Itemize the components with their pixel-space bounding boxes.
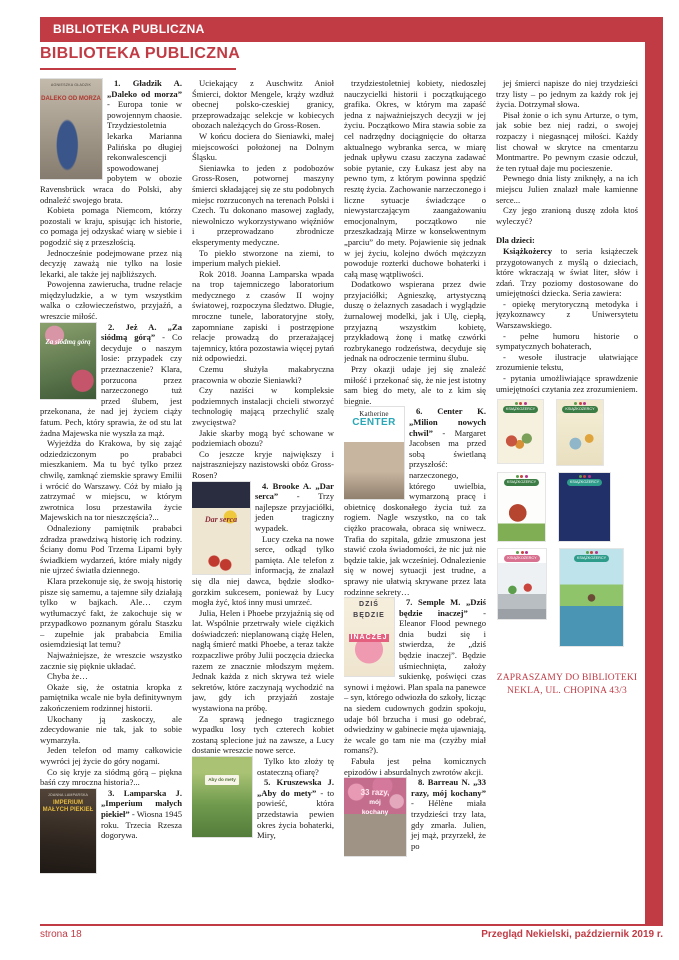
paragraph: To piekło stworzone na ziemi, to imperium małych piekieł. xyxy=(192,247,334,269)
dot-icon xyxy=(515,402,518,405)
book-cover-million xyxy=(344,407,404,499)
book-entry-lead: 3. Lamparska J. „Imperium małych piekieł” xyxy=(101,787,182,819)
book-cover-author: JOANNA LAMPARSKA xyxy=(47,792,89,797)
book-entry-lead: 7. Semple M. „Dziś będzie inaczej” xyxy=(399,597,486,618)
dot-icon xyxy=(588,475,591,478)
paragraph: Dodatkowo wspierana przez dwie przyjaciółki; Agnieszkę, artystyczną duszę o żelaznych zasadach i wyglądzie żurnalowej modelki, jak i Ulę, ciepłą, przyjazną wszystkim kobietę, przykładową żonę i matkę czwórki rozbrykanego rodzeństwa, decyduje się jednak na odroczenie terminu ślubu. xyxy=(344,279,486,364)
paragraph: Najważniejsze, że wreszcie wszystko zacznie się pięknie układać. xyxy=(40,650,182,671)
paragraph: Wyjeżdża do Krakowa, by się zająć odziedziczonym po prababci mieszkaniem. Ma tu być tylko przez chwilę, zamknąć ziemskie sprawy Emilii i wrócić do Warszawy. Cóż by miało ją zatrzymać w miejscu, w którym zwrotnica losu przestawiła życie Majewskich na tor nieszczęścia?... xyxy=(40,438,182,523)
book-entry-lead: 6. Center K. „Milion nowych chwil” xyxy=(409,406,486,438)
dot-icon xyxy=(586,551,589,554)
book-cover-title-line: BĘDZIE xyxy=(353,612,385,620)
page-title: BIBLIOTEKA PUBLICZNA xyxy=(40,45,241,62)
paragraph: Fabuła jest pełna komicznych epizodów i absurdalnych zwrotów akcji. xyxy=(344,756,486,777)
cover-illustration xyxy=(559,487,610,541)
book-cover-title: DALEKO OD MORZA xyxy=(41,96,101,102)
paragraph: Uciekający z Auschwitz Anioł Śmierci, doktor Mengele, krąży wzdłuż obecnej polsko-czeskiej granicy, przeprowadzając selekcje w kobiecych obozach należących do Gross-Rosen. xyxy=(192,78,334,131)
paragraph: Co jeszcze kryje największy i najstraszniejszy nazistowski obóz Gross-Rosen? xyxy=(192,448,334,480)
book-cover-title: IMPERIUM MAŁYCH PIEKIEŁ xyxy=(42,799,94,813)
paragraph: Jednocześnie podejmowane przez nią decyzję zaważą nie tylko na losie lekarki, ale także jej najbliższych. xyxy=(40,247,182,279)
paragraph: Pewnego dnia listy zniknęły, a na ich miejscu Julien znalazł małe kamienne serce... xyxy=(496,173,638,205)
book-cover-title: CENTER xyxy=(352,417,396,429)
book-cover-author: AGNIESZKA GŁADZIK xyxy=(50,83,92,87)
kids-book-cover-kc6 xyxy=(560,549,623,646)
kids-book-cover-kc3 xyxy=(498,473,545,541)
dot-icon xyxy=(590,551,593,554)
book-entry-lead: Książkożercy xyxy=(503,245,561,256)
book-entry-paragraph: Książkożercy to seria książeczek przygotowanych z myślą o dzieciach, które wkraczają w świat liter, słów i zdań. Trzy poziomy dostosowane do umiejętności dziecka. Seria zawiera: xyxy=(496,245,638,299)
book-cover-title: Dar serca xyxy=(204,514,238,524)
dot-icon xyxy=(525,551,528,554)
library-invitation xyxy=(496,672,638,697)
book-cover-title-line: INACZEJ xyxy=(350,634,388,642)
kids-book-series-grid xyxy=(498,400,628,646)
caterpillar-dots-icon xyxy=(516,551,528,554)
book-cover-title-line: mój xyxy=(369,799,381,807)
dot-icon xyxy=(525,475,528,478)
kids-book-cover-kc2 xyxy=(557,400,603,465)
invitation-line-1: ZAPRASZAMY DO BIBLIOTEKI xyxy=(496,673,638,684)
book-entry-lead: 4. Brooke A. „Dar serca” xyxy=(255,480,334,502)
kids-book-cover-kc1 xyxy=(498,400,543,463)
article-body xyxy=(40,78,640,923)
paragraph: W końcu dociera do Sieniawki, małej miejscowości położonej na Dolnym Śląsku. xyxy=(192,130,334,163)
publication-footer: Przegląd Nekielski, październik 2019 r. xyxy=(481,929,663,940)
book-cover-title-line: kochany xyxy=(361,808,389,816)
paragraph: trzydziestoletniej kobiety, niedoszłej nauczycielki historii i początkującego grafika. Okres, w którym ma zapaść jedna z najważniejszych decyzji w jej życiu. Początkowo Mira stawia sobie za cel nadrzędny dociągnięcie do ołtarza aktualnego wybranka serca, w miarę jednak upływu czasu zaczyna zadawać sobie pytanie, czy Łukasz jest aby na pewno tym, z którym powinna spędzić resztę życia. Zachowanie narzeczonego i liczne sytuacje świadczące o niewystarczającym zaangażowaniu emocjonalnym, początkowo nie przeszkadzają Mirze w konsekwentnym „parciu” do mety. Pojawienie się jednak w jej życiu, kolejno dwóch mężczyzn powoduje rozterki duchowe bohaterki i całą masę wątpliwości. xyxy=(344,78,486,279)
book-entry-paragraph: 3. Lamparska J. „Imperium małych piekieł” - Wiosna 1945 roku. Trzecia Rzesza dogorywa. xyxy=(101,787,182,841)
page-number: strona 18 xyxy=(40,929,82,940)
book-cover-imperium xyxy=(40,789,96,873)
paragraph: Czy naziści w kompleksie podziemnych instalacji chcieli stworzyć technologię mającą przechylić szalę zwycięstwa? xyxy=(192,385,334,427)
cover-illustration xyxy=(498,563,546,619)
dot-icon xyxy=(579,402,582,405)
paragraph: Czemu służyła makabryczna pracownia w obozie Sieniawki? xyxy=(192,364,334,385)
book-entry-paragraph: 5. Kruszewska J. „Aby do mety” - to powieść, która przedstawia pewien okres życia bohaterki, Miry, xyxy=(257,777,334,841)
series-ribbon: KSIĄŻKOŻERCY xyxy=(503,406,538,413)
paragraph: Kobieta pomaga Niemcom, którzy pozostali w kraju, spisując ich historie, co pomaga jej odzyskać wiarę w siebie i pogodzić się z przeszłością. xyxy=(40,205,182,247)
cover-illustration xyxy=(498,487,545,541)
dot-icon xyxy=(520,475,523,478)
text-column-1 xyxy=(40,78,182,923)
kids-book-cover-kc4 xyxy=(559,473,610,541)
top-banner xyxy=(40,17,663,42)
paragraph: Odnaleziony pamiętnik prababci zdradza prawdziwą historię ich rodziny. Ściany domu Pod Trzema Lipami były świadkiem wydarzeń, które miały nigdy nie ujrzeć światła dziennego. xyxy=(40,522,182,576)
caterpillar-dots-icon xyxy=(574,402,586,405)
paragraph: Sieniawka to jeden z podobozów Gross-Rosen, potwornej maszyny śmierci składającej się ze stu podobnych miejsc rozrzuconych na terenach Polski i Czech. Tu dokonano masowej zagłady, niewolniczo wykorzystywano więźniów i przeprowadzano zbrodnicze eksperymenty medyczne. xyxy=(192,162,334,247)
text-column-2 xyxy=(192,78,334,923)
cover-illustration xyxy=(557,414,603,465)
text-column-3 xyxy=(344,78,486,923)
book-cover-title-line: DZIŚ xyxy=(359,601,379,609)
caterpillar-dots-icon xyxy=(586,551,598,554)
dot-icon xyxy=(579,475,582,478)
book-entry-lead: 1. Gładzik A. „Daleko od morza” xyxy=(107,78,182,99)
book-entry-paragraph: 1. Gładzik A. „Daleko od morza” - Europa tonie w powojennym chaosie. Trzydziestoletnia lekarka Marianna Palińska po długiej rekonwalescencji spowodowanej pobytem w obozie Ravensbrück wraca do Polski, aby odnaleźć swojego brata. xyxy=(40,78,182,205)
book-entry-lead: 5. Kruszewska J. „Aby do mety” xyxy=(257,777,334,798)
book-entry-paragraph: 6. Center K. „Milion nowych chwil” - Margaret Jacobsen ma przed sobą świetlaną przyszłość: narzeczonego, którego uwielbia, wymarzoną pracę i obietnicę doskonałego życia tuż za rogiem. Nagle wszystko, na co tak ciężko pracowała, obraca się wniwecz. Trafia do szpitala, gdzie zmuszona jest stawić czoła świadomości, że nic już nie będzie takie, jak wcześniej. Odnalezienie się w nowej sytuacji jest trudne, a sprawy nie ułatwią skrywane przez lata rodzinne sekrety… xyxy=(344,406,486,597)
dot-icon xyxy=(583,402,586,405)
paragraph: jej śmierci napisze do niej trzydzieści trzy listy – po jednym za każdy rok jej życia. Dotrzymał słowa. xyxy=(496,78,638,110)
paragraph: - wesołe ilustracje ułatwiające zrozumienie tekstu, xyxy=(496,351,638,373)
book-cover-title-line: 33 razy, xyxy=(360,788,390,798)
caterpillar-dots-icon xyxy=(515,402,527,405)
invitation-line-2: NEKLA, UL. CHOPINA 43/3 xyxy=(507,685,627,696)
paragraph: Tylko kto złoży tę ostateczną ofiarę? xyxy=(257,756,334,777)
series-ribbon: KSIĄŻKOŻERCY xyxy=(562,406,597,413)
paragraph: Klara przekonuje się, że swoją historię pisze się samemu, a tajemne siły działają tylko w bajkach. Ale… czym wytłumaczyć fakt, że zakochuje się w przypadkowo poznanym góralu Staszku – zupełnie jak prababcia Emilia osiemdziesiąt lat temu? xyxy=(40,575,182,650)
book-entry-paragraph: 4. Brooke A. „Dar serca” - Trzy najlepsze przyjaciółki, jeden tragiczny wypadek. xyxy=(255,480,334,533)
top-banner-label: BIBLIOTEKA PUBLICZNA xyxy=(53,22,205,36)
book-cover-daleko xyxy=(40,79,102,179)
paragraph: Chyba że… xyxy=(47,671,88,682)
caterpillar-dots-icon xyxy=(579,475,591,478)
paragraph: Okaże się, że ostatnia kropka z pamiętnika wcale nie była definitywnym zakończeniem rodzinnej historii. xyxy=(40,681,182,714)
paragraph: Rok 2018. Joanna Lamparska wpada na trop tajemniczego laboratorium medycznego z czasów II wojny światowej, rozpoczyna śledztwo. Długie, mroczne tunele, laboratoryjne stoły, zapomniane zapiski i postrzępione relacje prowadzą do przerażającej tajemnicy, która pozostawia więcej pytań niż odpowiedzi. xyxy=(192,268,334,364)
dot-icon xyxy=(521,551,524,554)
paragraph: Pisał żonie o ich synu Arturze, o tym, jak sobie bez niej radzi, o swojej rozpaczy i niegasnącej miłości. Każdy list chował w skrytce na cmentarzu Montmartre. Po pewnym czasie odczuł, że ten rytuał daje mu pocieszenie. xyxy=(496,109,638,173)
book-cover-dzis xyxy=(344,598,394,676)
series-ribbon: KSIĄŻKOŻERCY xyxy=(567,479,602,486)
paragraph: Przy okazji udaje jej się znaleźć miłość i przekonać się, że nie jest istotny sam bieg do mety, ale to z kim się biegnie. xyxy=(344,364,486,406)
right-edge-bar xyxy=(645,17,663,926)
book-cover-dar-serca xyxy=(192,482,250,574)
book-entry-lead: Dla dzieci: xyxy=(496,235,535,246)
book-entry-paragraph: 2. Jeż A. „Za siódmą górą” - Co decyduje o naszym losie: przypadek czy przeznaczenie? Klara, porzucona przez narzeczonego tuż przed ślubem, jest przekonana, że nad jej życiem ciąży fatum. Pech, który sprawia, że od stu lat żadna Majewska nie wyszła za mąż. xyxy=(40,321,182,438)
dot-icon xyxy=(516,475,519,478)
cover-illustration xyxy=(498,414,543,463)
dot-icon xyxy=(595,551,598,554)
dot-icon xyxy=(574,402,577,405)
dot-icon xyxy=(516,551,519,554)
book-entry-paragraph xyxy=(496,235,638,246)
book-cover-za-siodma xyxy=(40,323,96,399)
paragraph: Powojenna zawierucha, trudne relacje międzyludzkie, a w tym wszystkim walka o człowieczeństwo, przyjaźń, a wreszcie miłość. xyxy=(40,279,182,322)
book-entry-paragraph: 7. Semple M. „Dziś będzie inaczej” - Eleanor Flood pewnego dnia budzi się i stwierdza, że „dziś będzie inaczej”. Będzie uśmiechnięta, założy sukienkę, poświęci czas synowi i mężowi. Plan spala na panewce – syn, którego odwiozła do szkoły, licząc na siedem cudownych godzin spokoju, udaje ból brzucha i musi go odebrać, odwiedziny w gabinecie męża ujawniają, że wcale go tam nie ma (czyżby miał romans?). xyxy=(344,597,486,756)
title-underline xyxy=(40,68,236,70)
series-ribbon: KSIĄŻKOŻERCY xyxy=(504,479,539,486)
paragraph: - opiekę merytoryczną metodyka i językoznawcy z Uniwersytetu Warszawskiego. xyxy=(496,298,638,331)
paragraph: Za sprawą jednego tragicznego wypadku losy tych czterech kobiet zostaną splecione już na zawsze, a Lucy dostanie wreszcie nowe serce. xyxy=(192,713,334,756)
paragraph: Lucy czeka na nowe serce, odkąd tylko pamięta. Ale telefon z informacją, że znalazł się dla niej dawca, będzie słodko-gorzkim sukcesem, ponieważ by Lucy mogła żyć, ktoś inny musi umrzeć. xyxy=(192,533,334,608)
paragraph: - pełne humoru historie o sympatycznych bohaterach, xyxy=(496,330,638,352)
kids-book-cover-kc5 xyxy=(498,549,546,619)
book-entry-lead: 8. Barreau N. „33 razy, mój kochany” xyxy=(411,777,486,798)
paragraph: Czy jego zranioną duszę zdoła ktoś wyleczyć? xyxy=(496,205,638,226)
dot-icon xyxy=(583,475,586,478)
text-column-4 xyxy=(496,78,638,923)
book-entry-paragraph: 8. Barreau N. „33 razy, mój kochany” - Hélène miała trzydzieści trzy lata, gdy zmarła. Julien, jej mąż, przyrzekł, że po xyxy=(411,777,486,851)
caterpillar-dots-icon xyxy=(516,475,528,478)
series-ribbon: KSIĄŻKOŻERCY xyxy=(574,555,609,562)
book-cover-author: Katherine xyxy=(359,410,389,419)
book-cover-title: Za siódmą górą xyxy=(45,337,91,346)
book-cover-razy33 xyxy=(344,778,406,856)
book-cover-title: Aby do mety xyxy=(205,775,239,785)
paragraph: Julia, Helen i Phoebe przyjaźnią się od lat. Wspólnie przetrwały wiele ciężkich doświadczeń: nieplanowaną ciążę Helen, nagłą śmierć matki Phoebe, a teraz także rozpaczliwe próby Julii poczęcia dziecka razem ze znacznie młodszym mężem. Jednak każda z nich skrywa też wiele sekretów, które zaczynają wychodzić na jaw, gdy ich przyjaźń zostaje wystawiona na próbę. xyxy=(192,607,334,714)
cover-illustration xyxy=(560,563,623,646)
footer-rule xyxy=(40,924,663,926)
book-entry-lead: 2. Jeż A. „Za siódmą górą” xyxy=(101,321,182,343)
book-cover-aby xyxy=(192,757,252,837)
dot-icon xyxy=(524,402,527,405)
series-ribbon: KSIĄŻKOŻERCY xyxy=(504,555,539,562)
paragraph: Co się kryje za siódmą górą – piękna baśń czy mroczna historia?... xyxy=(40,766,182,788)
paragraph: - pytania umożliwiające sprawdzenie umiejętności czytania zez zrozumieniem. xyxy=(496,373,638,394)
paragraph: Ukochany ją zaskoczy, ale zdecydowanie nie tak, jak to sobie wymarzyła. xyxy=(40,713,182,745)
paragraph: Jeden telefon od mamy całkowicie wywróci jej życie do góry nogami. xyxy=(40,745,182,766)
dot-icon xyxy=(519,402,522,405)
paragraph: Jakie skarby mogą być schowane w podziemiach obozu? xyxy=(192,427,334,449)
